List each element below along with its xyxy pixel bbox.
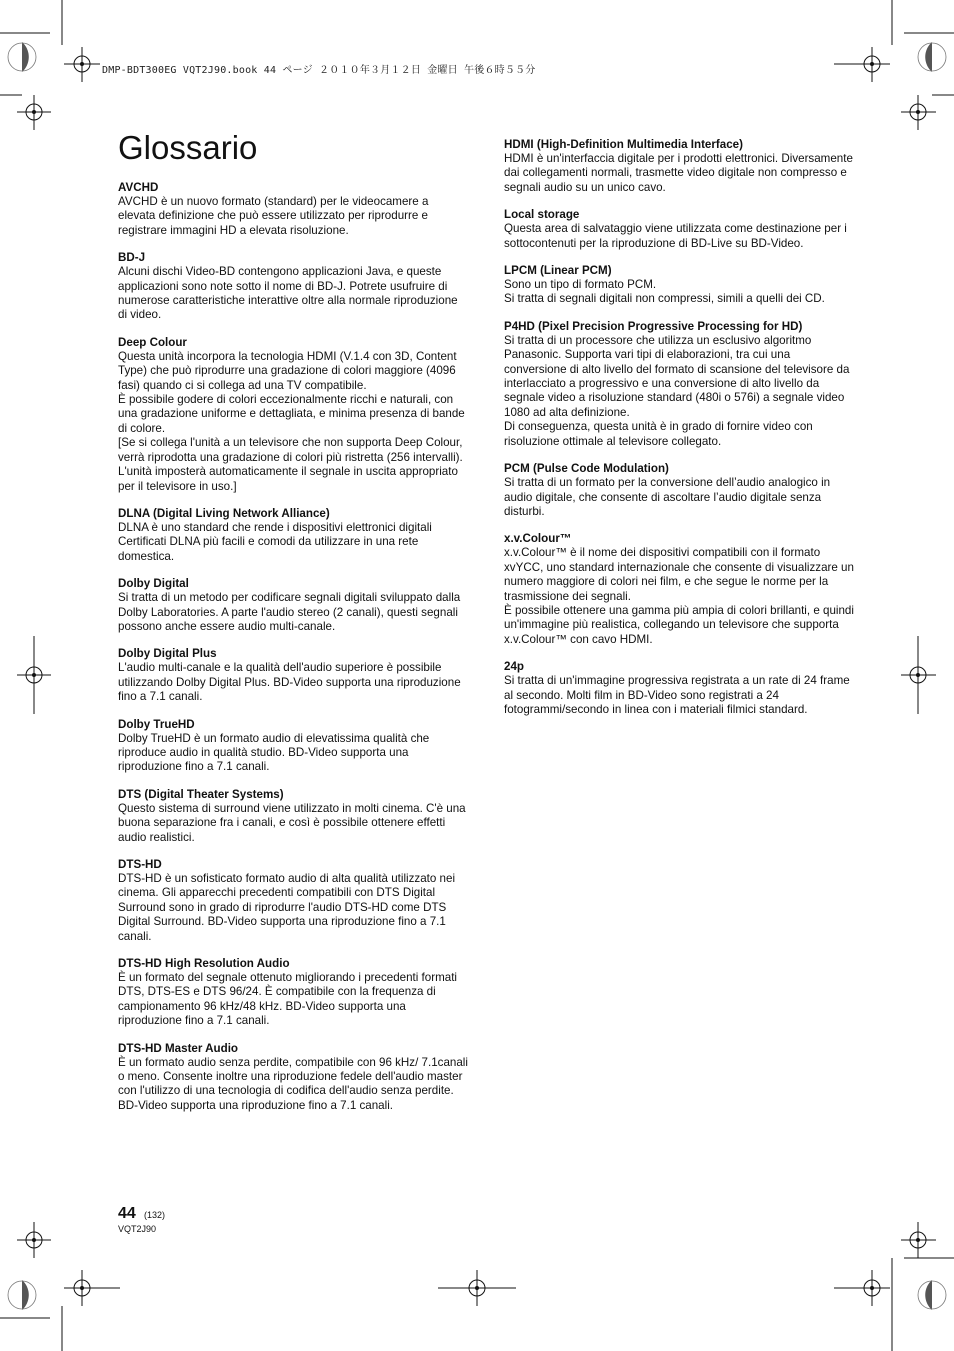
glossary-term: PCM (Pulse Code Modulation) <box>504 462 669 476</box>
glossary-term: LPCM (Linear PCM) <box>504 264 612 278</box>
glossary-term: DTS (Digital Theater Systems) <box>118 787 284 801</box>
glossary-entry <box>504 532 854 647</box>
glossary-right-column <box>504 138 854 730</box>
glossary-term: Dolby Digital <box>118 577 189 591</box>
glossary-entry <box>118 718 468 775</box>
glossary-definition: Questo sistema di surround viene utilizzato in molti cinema. C'è una buona separazione fra i canali, e così è possibile ottenere effetti audio realistici. <box>118 801 466 844</box>
glossary-term: DLNA (Digital Living Network Alliance) <box>118 506 330 520</box>
glossary-definition: Questa area di salvataggio viene utilizzata come destinazione per i sottocontenuti per la riproduzione di BD-Live su BD-Video. <box>504 222 847 250</box>
glossary-term: HDMI (High-Definition Multimedia Interface) <box>504 138 743 151</box>
glossary-entry <box>504 462 854 519</box>
glossary-term: Dolby TrueHD <box>118 717 195 731</box>
glossary-entry <box>118 957 468 1029</box>
glossary-definition: È un formato audio senza perdite, compatibile con 96 kHz/ 7.1canali o meno. Consente inoltre una riproduzione fedele dell'audio master con l'utilizzo di una tecnologia di codifica dell'audio senza perdite. BD-Video supporta una riproduzione fino a 7.1 canali. <box>118 1055 468 1112</box>
glossary-entry <box>504 320 854 449</box>
page-title: Glossario <box>118 129 258 166</box>
glossary-term: DTS-HD <box>118 858 162 871</box>
glossary-entry <box>504 660 854 717</box>
glossary-term: AVCHD <box>118 181 159 194</box>
glossary-definition: AVCHD è un nuovo formato (standard) per le videocamere a elevata definizione che può essere utilizzato per riprodurre e registrare immagini HD a elevata risoluzione. <box>118 195 429 237</box>
page-number-sub: (132) <box>144 1210 166 1220</box>
glossary-term: P4HD (Pixel Precision Progressive Processing for HD) <box>504 319 803 333</box>
glossary-term: DTS-HD Master Audio <box>118 1041 239 1055</box>
glossary-entry <box>118 336 468 494</box>
glossary-entry <box>118 251 468 323</box>
glossary-term: x.v.Colour™ <box>504 532 572 546</box>
glossary-term: 24p <box>504 660 524 674</box>
page-number: 44 <box>118 1205 136 1222</box>
glossary-term: BD-J <box>118 251 146 265</box>
glossary-definition: HDMI è un'interfaccia digitale per i prodotti elettronici. Diversamente dai collegamenti normali, trasmette video digitale non compresso e segnali audio su un unico cavo. <box>504 152 853 194</box>
glossary-definition: Alcuni dischi Video-BD contengono applicazioni Java, e queste applicazioni sono note sotto il nome di BD-J. Potrete usufruire di numerose caratteristiche interattive oltre alla normale riproduzione di video. <box>118 265 458 322</box>
glossary-term: DTS-HD High Resolution Audio <box>118 957 290 971</box>
document-code: VQT2J90 <box>118 1224 157 1234</box>
glossary-term: Deep Colour <box>118 335 187 349</box>
glossary-definition: Si tratta di un'immagine progressiva registrata a un rate di 24 frame al secondo. Molti film in BD-Video sono registrati a 24 fotogrammi/secondo in linea con i materiali filmici standard. <box>504 674 850 716</box>
glossary-entry <box>118 577 468 634</box>
glossary-entry <box>504 138 854 195</box>
glossary-definition: DTS-HD è un sofisticato formato audio di alta qualità utilizzato nei cinema. Gli apparecchi precedenti compatibili con DTS Digital Surround sono in grado di riprodurre l'audio DTS-HD come DTS Digital Surround. BD-Video supporta una riproduzione fino a 7.1 canali. <box>118 872 456 943</box>
glossary-definition: Si tratta di un formato per la conversione dell’audio analogico in audio digitale, che consente di ascoltare l’audio digitale senza disturbi. <box>504 476 831 518</box>
glossary-definition: L'audio multi-canale e la qualità dell'audio superiore è possibile utilizzando Dolby Digital Plus. BD-Video supporta una riproduzione fino a 7.1 canali. <box>118 661 461 704</box>
glossary-definition: Si tratta di un processore che utilizza un esclusivo algoritmo Panasonic. Supporta vari tipi di elaborazioni, tra cui una conversione di alto livello del formato di scansione del televisore da interlacciato a progressivo e una conversione di alto livello da segnale video a risoluzione standard (480i o 576i) a segnale video 1080 ad alta definizione. Di conseguenza, questa unità è in grado di fornire video con risoluzione ottimale al televisore collegato. <box>504 333 850 448</box>
file-header-line: DMP-BDT300EG VQT2J90.book 44 ページ ２０１０年３月１２日 金曜日 午後６時５５分 <box>102 65 536 76</box>
glossary-term: Dolby Digital Plus <box>118 647 217 661</box>
glossary-term: Local storage <box>504 208 580 222</box>
glossary-definition: Si tratta di un metodo per codificare segnali digitali sviluppato dalla Dolby Laboratories. A parte l'audio stereo (2 canali), questi segnali possono anche essere audio multi-canale. <box>118 591 461 633</box>
glossary-definition: Sono un tipo di formato PCM. Si tratta di segnali digitali non compressi, simili a quelli dei CD. <box>504 278 825 306</box>
glossary-entry <box>504 208 854 251</box>
glossary-entry <box>118 1042 468 1114</box>
glossary-definition: È un formato del segnale ottenuto migliorando i precedenti formati DTS, DTS-ES e DTS 96/24. È compatibile con la frequenza di campionamento 96 kHz/48 kHz. BD-Video supporta una riproduzione fino a 7.1 canali. <box>118 971 457 1028</box>
glossary-definition: DLNA è uno standard che rende i dispositivi elettronici digitali Certificati DLNA più facili e comodi da utilizzare in una rete domestica. <box>118 520 432 563</box>
glossary-entry <box>118 647 468 704</box>
glossary-entry <box>118 181 468 238</box>
glossary-entry <box>118 788 468 845</box>
glossary-entry <box>118 858 468 944</box>
glossary-entry <box>118 507 468 564</box>
glossary-entry <box>504 264 854 307</box>
glossary-definition: Questa unità incorpora la tecnologia HDMI (V.1.4 con 3D, Content Type) che può riprodurre una gradazione di colori maggiore (4096 fasi) quando ci si collega ad una TV compatibile. È possibile godere di colori eccezionalmente ricchi e naturali, con una gradazione uniforme e dettagliata, e minima presenza di bande di colore. [Se si collega l'unità a un televisore che non supporta Deep Colour, verrà riprodotta una gradazione di colori più ristretta (256 intervalli). L'unità imposterà automaticamente il segnale in uscita appropriato per il televisore in uso.] <box>118 349 465 493</box>
glossary-definition: x.v.Colour™ è il nome dei dispositivi compatibili con il formato xvYCC, uno standard internazionale che consente di visualizzare un numero maggiore di colori nei film, e che segue le norme per la trasmissione dei segnali. È possibile ottenere una gamma più ampia di colori brillanti, e quindi un'immagine più realistica, collegando un televisore che supporta x.v.Colour™ con cavo HDMI. <box>504 546 854 646</box>
glossary-left-column <box>118 181 468 1126</box>
glossary-definition: Dolby TrueHD è un formato audio di elevatissima qualità che riproduce audio in qualità studio. BD-Video supporta una riproduzione fino a 7.1 canali. <box>118 731 430 774</box>
